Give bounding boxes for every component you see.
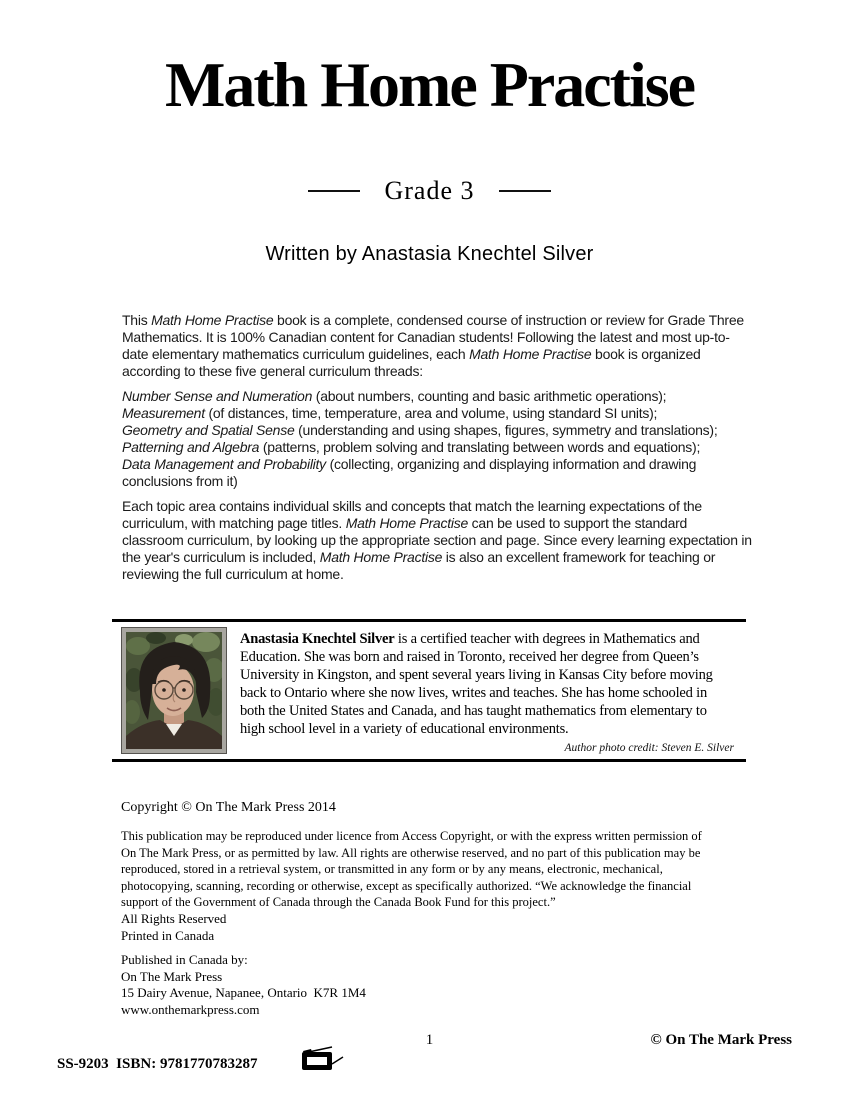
thread-item (122, 439, 752, 456)
photo-credit: Author photo credit: Steven E. Silver (564, 742, 734, 754)
on-the-mark-press-logo-icon (269, 1028, 345, 1097)
page-title: Math Home Practise (164, 49, 695, 120)
thread-desc: (patterns, problem solving and translating between words and equations); (259, 439, 701, 455)
thread-name: Geometry and Spatial Sense (122, 422, 295, 438)
published-block (121, 952, 366, 1018)
intro-paragraph-2: Each topic area contains individual skills and concepts that match the learning expectations of the curriculum, with matching page titles. Math Home Practise can be used to support the standard classroom curriculum, by looking up the appropriate section and page. Since every learning expectation in the year's curriculum is included, Math Home Practise is also an excellent framework for teaching or reviewing the full curriculum at home. (122, 498, 752, 582)
rights-block (121, 911, 226, 944)
thread-name: Data Management and Probability (122, 456, 326, 472)
grade-dash-left (308, 190, 360, 192)
footer-left-group (57, 1032, 345, 1097)
footer-isbn-code: SS-9203 ISBN: 9781770783287 (57, 1056, 258, 1072)
published-line: Published in Canada by: (121, 952, 248, 967)
author-photo-illustration (126, 632, 222, 749)
thread-desc: (of distances, time, temperature, area and volume, using standard SI units); (204, 405, 658, 421)
thread-name: Patterning and Algebra (122, 439, 260, 455)
publisher-address: 15 Dairy Avenue, Napanee, Ontario K7R 1M4 (121, 985, 366, 1000)
thread-item (122, 422, 752, 439)
author-bio-text: Anastasia Knechtel Silver is a certified teacher with degrees in Mathematics and Education. She was born and raised in Toronto, received her degree from Queen’s University in Kingston, and spent several years living in Kansas City before moving back to Ontario where she now lives, writes and teaches. She has home schooled in both the United States and Canada, and has taught mathematics from elementary to high school level in a variety of educational environments. (240, 631, 713, 737)
intro-section (122, 312, 752, 591)
footer-publisher: © On The Mark Press (650, 1032, 792, 1048)
licence-paragraph: This publication may be reproduced under licence from Access Copyright, or with the express written permission of On The Mark Press, or as permitted by law. All rights are otherwise reserved, and no part of this publication may be reproduced, stored in a retrieval system, or transmitted in any form or by any means, electronic, mechanical, photocopying, scanning, recording or otherwise, except as specifically authorized. “We acknowledge the financial support of the Government of Canada through the Canada Book Fund for this project.” (121, 829, 702, 909)
published-line: On The Mark Press (121, 968, 223, 984)
thread-item (122, 456, 752, 490)
page-number: 1 (425, 1032, 434, 1048)
intro-paragraph-1: This Math Home Practise book is a complete, condensed course of instruction or review for Grade Three Mathematics. It is 100% Canadian content for Canadian students! Following the latest and most up-to-date elementary mathematics curriculum guidelines, each Math Home Practise book is organized according to these five general curriculum threads: (122, 312, 744, 379)
curriculum-threads-list (122, 388, 752, 490)
rights-line: Printed in Canada (121, 927, 215, 943)
thread-desc: (understanding and using shapes, figures, symmetry and translations); (294, 422, 718, 438)
author-photo (122, 628, 226, 753)
thread-desc: (collecting, organizing and displaying information and drawing conclusions from it) (122, 456, 697, 489)
publisher-website: www.onthemarkpress.com (121, 1001, 260, 1017)
author-bio-box (112, 619, 746, 762)
grade-line (0, 176, 859, 206)
thread-name: Measurement (122, 405, 205, 421)
thread-item (122, 388, 752, 405)
copyright-line: Copyright © On The Mark Press 2014 (121, 800, 336, 815)
page-footer (0, 1026, 859, 1072)
grade-dash-right (499, 190, 551, 192)
thread-item (122, 405, 752, 422)
thread-name: Number Sense and Numeration (122, 388, 313, 404)
thread-desc: (about numbers, counting and basic arithmetic operations); (312, 388, 667, 404)
rights-line: All Rights Reserved (121, 911, 227, 926)
grade-label: Grade 3 (384, 176, 475, 205)
author-byline: Written by Anastasia Knechtel Silver (265, 243, 594, 265)
